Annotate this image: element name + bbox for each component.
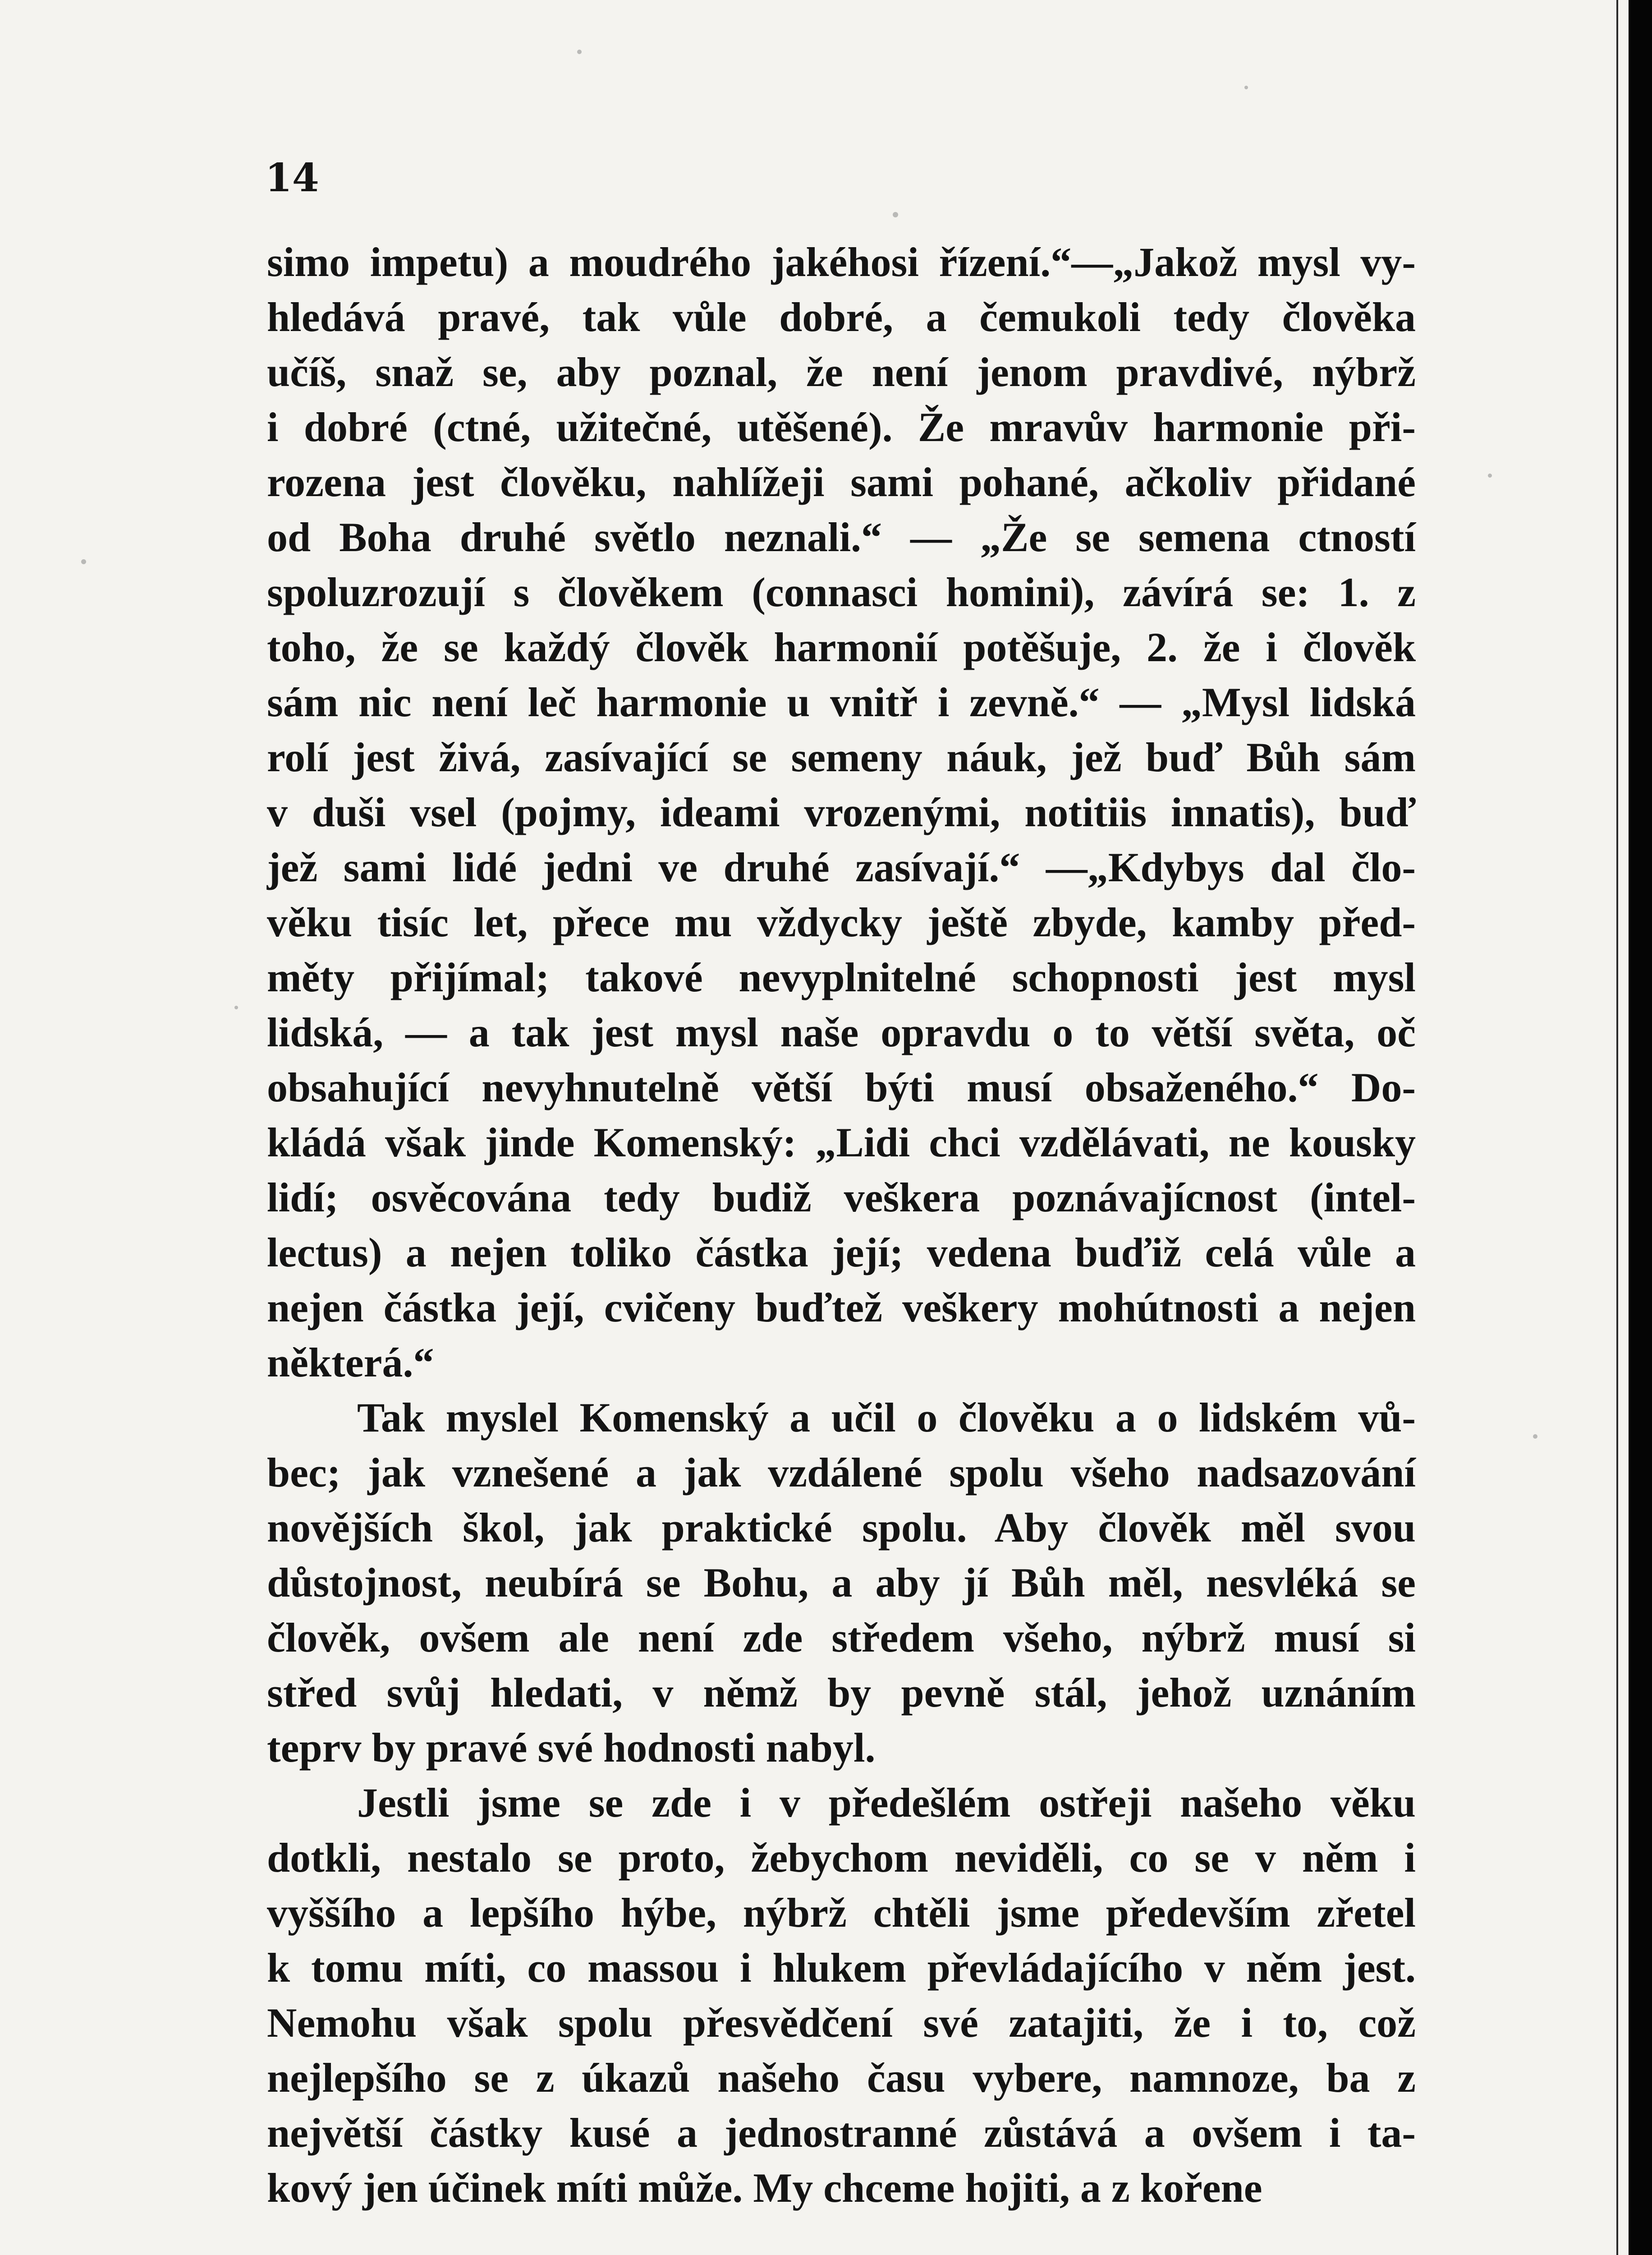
text-line: novějších škol, jak praktické spolu. Aby člověk měl svou [267,1505,1416,1551]
text-line: nejlepšího se z úkazů našeho času vybere, namnoze, ba z [267,2055,1416,2101]
text-line: učíš, snaž se, aby poznal, že není jenom pravdivé, nýbrž [267,349,1416,395]
text-line: střed svůj hledati, v němž by pevně stál, jehož uznáním [267,1670,1416,1716]
text-line: Tak myslel Komenský a učil o člověku a o lidském vů- [357,1394,1416,1440]
text-line: lectus) a nejen toliko částka její; vedena buďiž celá vůle a [267,1229,1416,1275]
body-text [267,235,1416,2215]
text-line: v duši vsel (pojmy, ideami vrozenými, notitiis innatis), buď [267,789,1416,835]
text-line: kový jen účinek míti může. My chceme hojiti, a z kořene [267,2165,1262,2211]
text-line: rozena jest člověku, nahlížeji sami pohané, ačkoliv přidané [267,459,1416,505]
text-line: lidská, — a tak jest mysl naše opravdu o to větší světa, oč [267,1009,1416,1055]
text-line: toho, že se každý člověk harmonií potěšuje, 2. že i člověk [267,624,1416,670]
scan-speck [577,50,582,54]
text-line: Nemohu však spolu přesvědčení své zatajiti, že i to, což [267,2000,1416,2046]
scan-speck [1533,1434,1537,1439]
text-line: důstojnost, neubírá se Bohu, a aby jí Bůh měl, nesvléká se [267,1560,1416,1606]
scan-border [1629,0,1652,2255]
scan-speck [234,1006,238,1009]
text-line: lidí; osvěcována tedy budiž veškera poznávajícnost (intel- [267,1174,1416,1220]
text-line: od Boha druhé světlo neznali.“ — „Že se semena ctností [267,514,1416,560]
text-line: hledává pravé, tak vůle dobré, a čemukoli tedy člověka [267,294,1416,340]
text-line: i dobré (ctné, užitečné, utěšené). Že mravův harmonie při- [267,404,1416,450]
scan-speck [1488,474,1492,478]
scan-speck [893,212,898,217]
page-edge-line [1616,0,1618,2255]
text-line: věku tisíc let, přece mu vždycky ještě zbyde, kamby před- [267,899,1416,945]
text-line: některá.“ [267,1339,434,1385]
text-line: kládá však jinde Komenský: „Lidi chci vzdělávati, ne kousky [267,1119,1416,1165]
text-line: spoluzrozují s člověkem (connasci homini), závírá se: 1. z [267,569,1416,615]
text-line: teprv by pravé své hodnosti nabyl. [267,1725,876,1771]
text-line: nejen částka její, cvičeny buďtež veškery mohútnosti a nejen [267,1284,1416,1330]
page-number: 14 [265,155,319,201]
text-line: měty přijímal; takové nevyplnitelné schopnosti jest mysl [267,954,1416,1000]
scan-speck [1244,86,1248,89]
text-line: dotkli, nestalo se proto, žebychom neviděli, co se v něm i [267,1835,1416,1881]
text-line: člověk, ovšem ale není zde středem všeho, nýbrž musí si [267,1615,1416,1661]
text-line: bec; jak vznešené a jak vzdálené spolu všeho nadsazování [267,1450,1416,1496]
text-line: sám nic není leč harmonie u vnitř i zevně.“ — „Mysl lidská [267,679,1416,725]
text-line: Jestli jsme se zde i v předešlém ostřeji našeho věku [357,1780,1416,1826]
text-line: simo impetu) a moudrého jakéhosi řízení.“—„Jakož mysl vy- [267,239,1416,285]
text-line: k tomu míti, co massou i hlukem převládajícího v něm jest. [267,1945,1416,1991]
scan-speck [81,559,86,564]
text-line: největší částky kusé a jednostranné zůstává a ovšem i ta- [267,2110,1416,2156]
text-line: vyššího a lepšího hýbe, nýbrž chtěli jsme především zřetel [267,1890,1416,1936]
text-line: obsahující nevyhnutelně větší býti musí obsaženého.“ Do- [267,1064,1416,1110]
text-line: rolí jest živá, zasívající se semeny náuk, jež buď Bůh sám [267,734,1416,780]
text-line: jež sami lidé jedni ve druhé zasívají.“ —„Kdybys dal člo- [267,844,1416,890]
